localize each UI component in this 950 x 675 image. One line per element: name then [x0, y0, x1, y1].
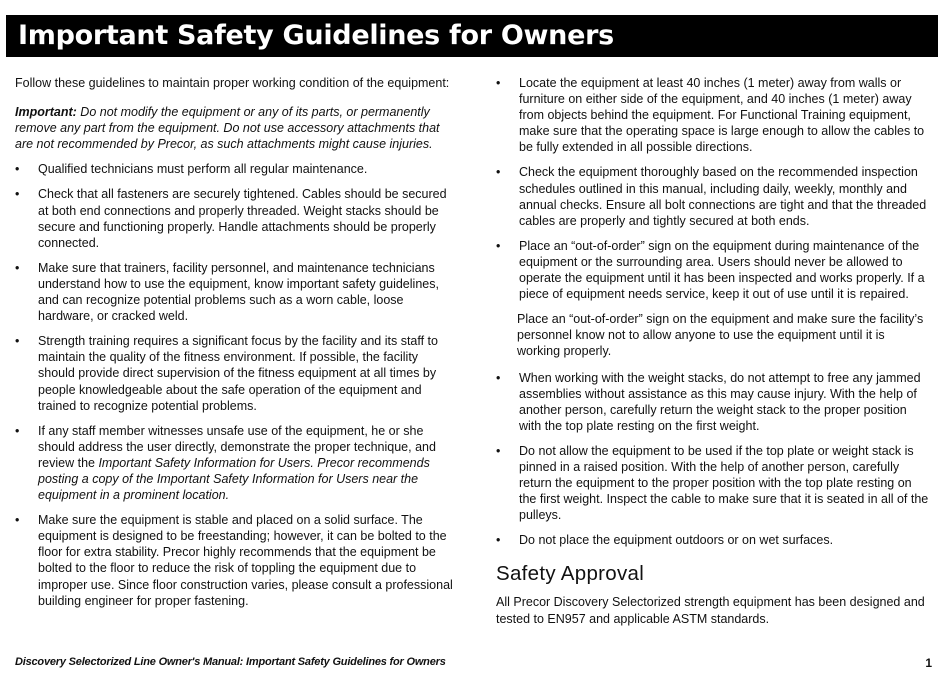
intro-paragraph: Follow these guidelines to maintain proper working condition of the equipment:: [15, 76, 450, 90]
footer-manual-title: Discovery Selectorized Line Owner's Manual: Important Safety Guidelines for Owners: [15, 656, 446, 668]
list-item: • When working with the weight stacks, do not attempt to free any jammed assemblies without assistance as this may cause injury. With the help of another person, carefully return the weight stack to the proper position with the top plate resting on the first weight.: [496, 370, 921, 433]
bullet-icon: •: [15, 423, 20, 438]
left-bullet-list: [15, 161, 453, 608]
bullet-icon: •: [496, 165, 501, 180]
users-safety-info-reference: Important Safety Information for Users. Precor recommends posting a copy of the Important Safety Information for Users near the equipment in a prominent location.: [38, 455, 430, 503]
bullet-icon: •: [15, 513, 20, 528]
section-heading-safety-approval: Safety Approval: [496, 562, 645, 586]
list-item: • Do not place the equipment outdoors or on wet surfaces.: [496, 533, 834, 548]
right-bullet-list-a: [496, 75, 930, 302]
safety-approval-text: All Precor Discovery Selectorized strength equipment has been designed and tested to EN957 and applicable ASTM standards.: [496, 595, 925, 626]
page-header: [6, 15, 938, 57]
list-item: • Place an “out-of-order” sign on the equipment during maintenance of the equipment or the surrounding area. Users should never be allowed to operate the equipment until it has been inspected and works properly. If a piece of equipment needs service, keep it out of use until it is repaired.: [496, 238, 925, 302]
bullet-icon: •: [496, 238, 501, 253]
left-column: [15, 75, 453, 618]
bullet-icon: •: [15, 260, 20, 275]
list-item: • Check that all fasteners are securely tightened. Cables should be secured at both end connections and properly threaded. Weight stacks should be secure and functioning properly. Handle attachments should be properly connected.: [15, 187, 447, 250]
bullet-icon: •: [496, 370, 501, 385]
list-item: • Make sure the equipment is stable and placed on a solid surface. The equipment is designed to be freestanding; however, it can be bolted to the floor for extra stability. Precor highly recommends that the equipment be bolted to the floor to reduce the risk of toppling the equipment due to improper use. Since floor construction varies, please consult a professional building engineer for proper fastening.: [15, 513, 453, 608]
page-title: Important Safety Guidelines for Owners: [18, 20, 614, 51]
bullet-icon: •: [496, 533, 501, 548]
list-item: • Qualified technicians must perform all regular maintenance.: [15, 162, 368, 177]
out-of-order-note: Place an “out-of-order” sign on the equipment and make sure the facility’s personnel know not to allow anyone to use the equipment until it is working properly.: [517, 312, 924, 359]
bullet-icon: •: [496, 443, 501, 458]
bullet-icon: •: [496, 76, 501, 90]
important-label: Important:: [15, 105, 77, 120]
page-number: 1: [925, 656, 932, 670]
list-item: • Strength training requires a significant focus by the facility and its staff to maintain the quality of the fitness environment. If possible, the facility should provide direct supervision of the fitness equipment at all times by people knowledgeable about the safe operation of the equipment and trained to recognize potential problems.: [15, 334, 438, 413]
right-column: [496, 75, 930, 627]
list-item: • Locate the equipment at least 40 inches (1 meter) away from walls or furniture on either side of the equipment, and 40 inches (1 meter) away from objects behind the equipment. For Functional Training equipment, make sure that the operating space is large enough to allow the cables to be fully extended in all possible directions.: [496, 76, 925, 155]
right-bullet-list-b: [496, 370, 930, 549]
list-item: • If any staff member witnesses unsafe use of the equipment, he or she should address the user directly, demonstrate the proper technique, and review the Important Safety Information for Users. Precor recommends posting a copy of the Important Safety Information for Users near the equipment in a prominent location.: [15, 423, 436, 503]
bullet-icon: •: [15, 162, 20, 177]
list-item: • Check the equipment thoroughly based on the recommended inspection schedules outlined in this manual, including daily, weekly, monthly and annual checks. Ensure all bolt connections are tight and that the threaded cables are properly and tightly secured at both ends.: [496, 165, 927, 228]
important-text: Do not modify the equipment or any of its parts, or permanently remove any part from the equipment. Do not use accessory attachments that are not recommended by Precor, as such attachments might cause injuries.: [15, 105, 440, 152]
list-item: • Make sure that trainers, facility personnel, and maintenance technicians understand how to use the equipment, know important safety guidelines, and can recognize potential problems such as a worn cable, loose hardware, or cracked weld.: [15, 260, 439, 324]
bullet-icon: •: [15, 334, 20, 349]
list-item: • Do not allow the equipment to be used if the top plate or weight stack is pinned in a raised position. With the help of another person, carefully return the equipment to the proper position with the top plate resting on the first weight. Inspect the cable to make sure that it is seated in all of the pulleys.: [496, 443, 929, 523]
important-note: [15, 104, 453, 152]
bullet-icon: •: [15, 187, 20, 202]
